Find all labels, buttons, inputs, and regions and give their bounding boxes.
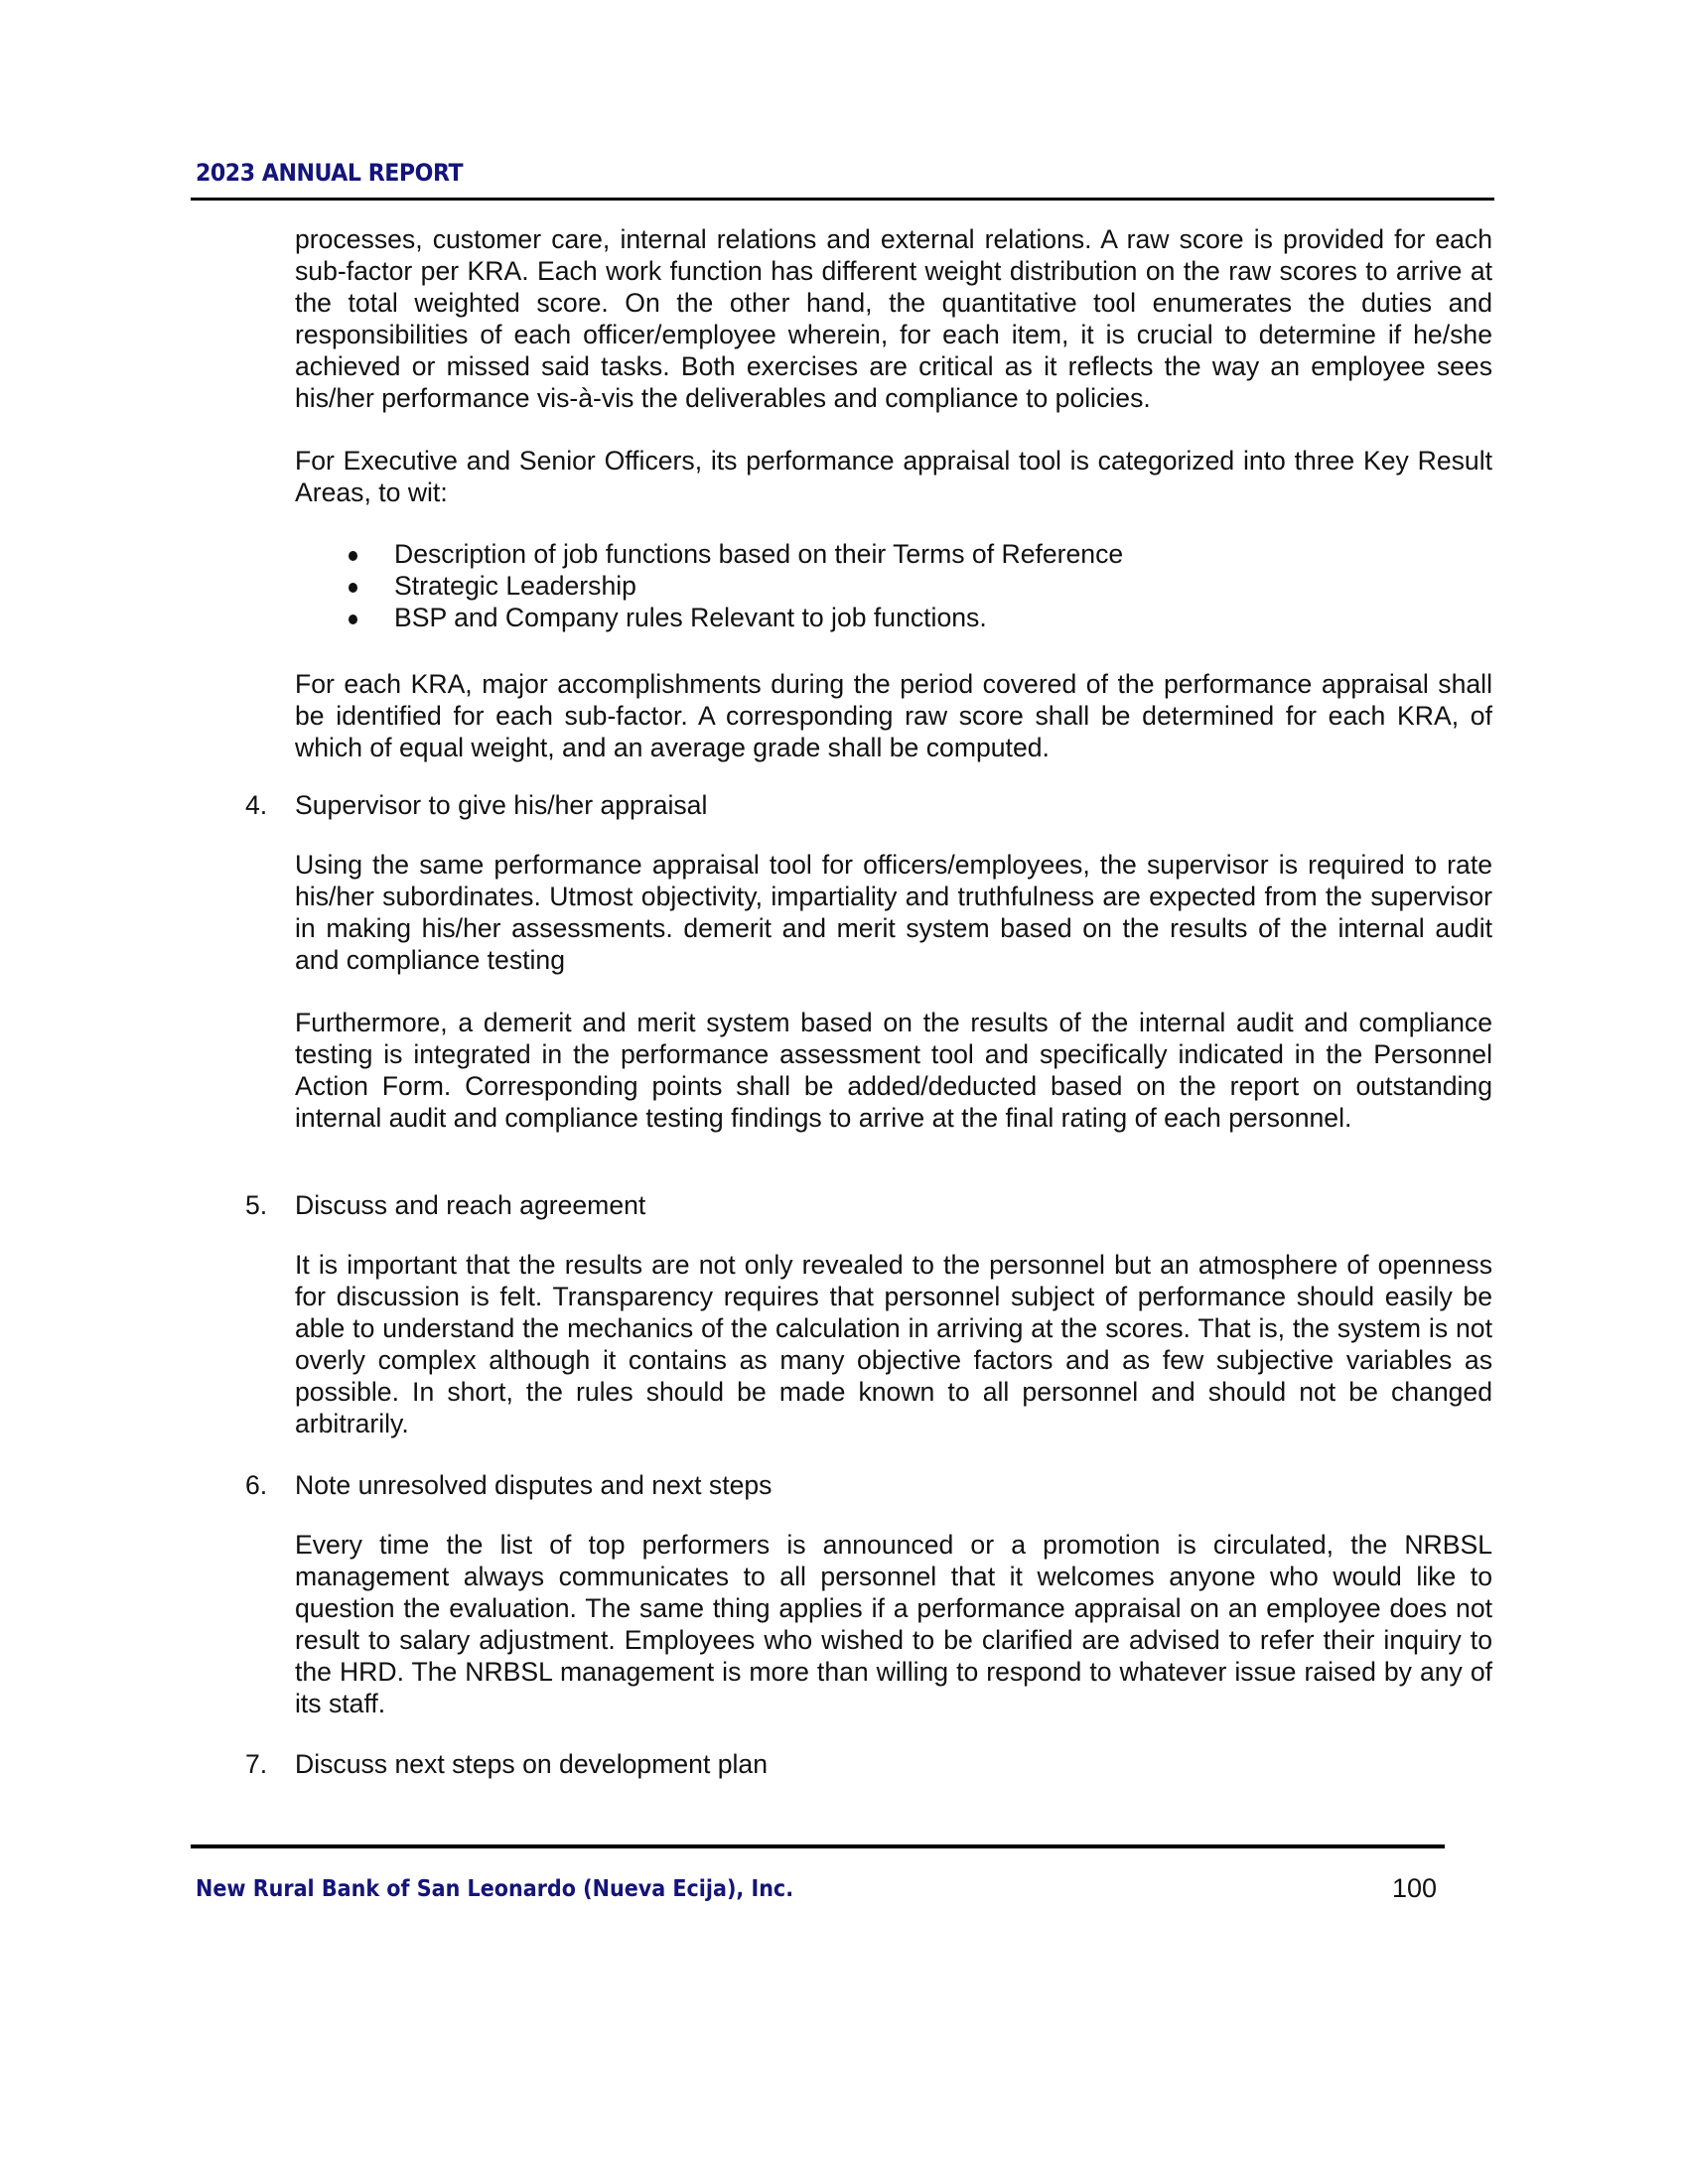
step-heading: [245, 1189, 1492, 1221]
step-paragraph: Every time the list of top performers is announced or a promotion is circulated, the NRBSL management always communicates to all personnel that it welcomes anyone who would like to question the evaluation. The same thing applies if a performance appraisal on an employee does not result to salary adjustment. Employees who wished to be clarified are advised to refer their inquiry to the HRD. The NRBSL management is more than willing to respond to whatever issue raised by any of its staff.: [295, 1530, 1492, 1718]
bullet-icon: [349, 614, 357, 624]
step-title: Supervisor to give his/her appraisal: [295, 790, 708, 820]
step-heading: [245, 789, 1492, 821]
paragraph-intro: processes, customer care, internal relations and external relations. A raw score is provided for each sub-factor per KRA. Each work function has different weight distribution on the raw scores to arrive at the total weighted score. On the other hand, the quantitative tool enumerates the duties and responsibilities of each officer/employee wherein, for each item, it is crucial to determine if he/she achieved or missed said tasks. Both exercises are critical as it reflects the way an employee sees his/her performance vis-à-vis the deliverables and compliance to policies.: [295, 224, 1492, 413]
paragraph-executive-kra: For Executive and Senior Officers, its performance appraisal tool is categorized into three Key Result Areas, to wit:: [295, 446, 1492, 507]
kra-bullet-item: [295, 602, 1492, 633]
page-number: 100: [1391, 1873, 1437, 1903]
kra-bullet-text: Description of job functions based on their Terms of Reference: [394, 539, 1124, 569]
footer-organization: New Rural Bank of San Leonardo (Nueva Ecija), Inc.: [196, 1876, 794, 1902]
step-paragraph: Furthermore, a demerit and merit system based on the results of the internal audit and compliance testing is integrated in the performance assessment tool and specifically indicated in the Personnel Action Form. Corresponding points shall be added/deducted based on the report on outstanding internal audit and compliance testing findings to arrive at the final rating of each personnel.: [295, 1008, 1492, 1133]
step-heading: [245, 1469, 1492, 1501]
kra-bullet-item: [295, 570, 1492, 602]
bullet-icon: [349, 583, 357, 593]
step-title: Discuss and reach agreement: [295, 1190, 646, 1220]
paragraph-each-kra: For each KRA, major accomplishments during the period covered of the performance appraisal shall be identified for each sub-factor. A corresponding raw score shall be determined for each KRA, of which of equal weight, and an average grade shall be computed.: [295, 669, 1492, 762]
kra-bullet-item: [295, 538, 1492, 570]
step-number: 6.: [245, 1470, 268, 1500]
step-number: 7.: [245, 1749, 268, 1779]
footer-rule: [191, 1844, 1445, 1848]
step-title: Discuss next steps on development plan: [295, 1749, 768, 1779]
step-heading: [245, 1748, 1492, 1780]
step-paragraph: It is important that the results are not only revealed to the personnel but an atmosphere of openness for discussion is felt. Transparency requires that personnel subject of performance should easily be able to understand the mechanics of the calculation in arriving at the scores. That is, the system is not overly complex although it contains as many objective factors and as few subjective variables as possible. In short, the rules should be made known to all personnel and should not be changed arbitrarily.: [295, 1250, 1492, 1438]
step-title: Note unresolved disputes and next steps: [295, 1470, 773, 1500]
step-paragraph: Using the same performance appraisal tool for officers/employees, the supervisor is required to rate his/her subordinates. Utmost objectivity, impartiality and truthfulness are expected from the supervisor in making his/her assessments. demerit and merit system based on the results of the internal audit and compliance testing: [295, 850, 1492, 975]
bullet-icon: [349, 551, 357, 561]
step-number: 4.: [245, 790, 268, 820]
kra-bullet-list: [295, 538, 1492, 633]
running-header-title: 2023 ANNUAL REPORT: [196, 159, 464, 187]
step-number: 5.: [245, 1190, 268, 1220]
header-rule: [191, 198, 1494, 201]
kra-bullet-text: Strategic Leadership: [394, 571, 636, 601]
kra-bullet-text: BSP and Company rules Relevant to job functions.: [394, 603, 987, 632]
